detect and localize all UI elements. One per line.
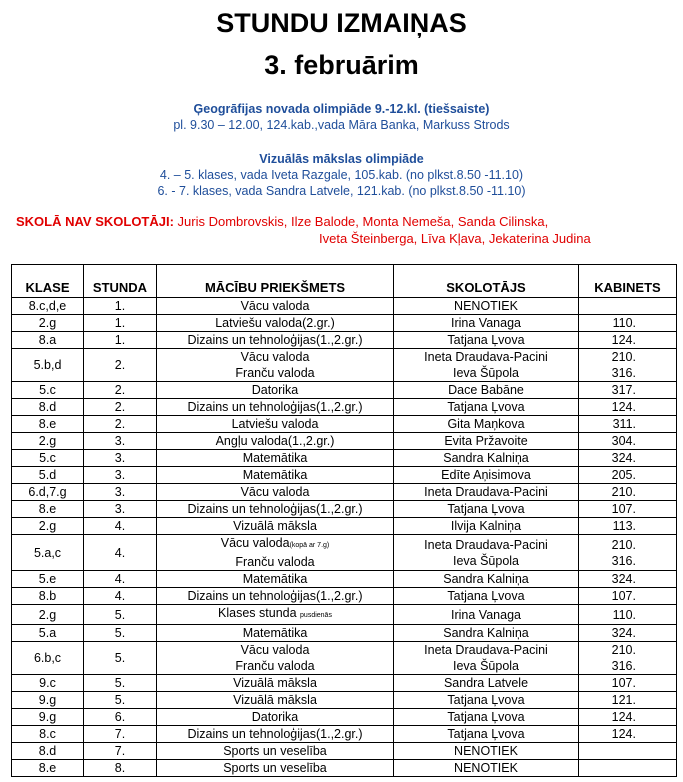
page-title: STUNDU IZMAIŅAS [216,8,467,38]
cell-subject-line: Vācu valoda(kopā ar 7.g) [220,536,330,550]
cell-room-line: 210. [611,537,636,552]
cell-stunda: 3. [84,501,157,518]
cell-subject [157,535,394,571]
cell-subject-line: Latviešu valoda(2.gr.) [215,316,335,330]
cell-subject [157,399,394,416]
absent-teachers-notice [16,213,676,247]
cell-klase: 8.c,d,e [12,298,84,315]
cell-room-line: 124. [611,400,636,414]
cell-teacher [394,349,579,382]
cell-klase: 8.a [12,332,84,349]
cell-subject-line: Franču valoda [235,659,315,673]
cell-subject [157,642,394,675]
table-row [12,518,677,535]
cell-teacher-line: Ieva Šūpola [452,366,520,380]
cell-stunda: 2. [84,399,157,416]
table-row [12,450,677,467]
table-row [12,535,677,571]
header-teacher: SKOLOTĀJS [394,265,579,298]
cell-teacher-line: Tatjana Ļvova [447,710,525,724]
cell-stunda: 5. [84,692,157,709]
cell-subject-line: Klases stunda pusdienās [218,606,332,620]
cell-stunda: 4. [84,588,157,605]
cell-subject [157,588,394,605]
cell-teacher [394,642,579,675]
table-row [12,349,677,382]
cell-room-line: 210. [611,350,636,364]
cell-subject [157,518,394,535]
header-klase: KLASE [12,265,84,298]
cell-subject [157,571,394,588]
cell-room-line: 304. [611,434,636,448]
cell-teacher [394,382,579,399]
cell-subject [157,433,394,450]
cell-subject [157,315,394,332]
table-row [12,726,677,743]
cell-teacher-line: Tatjana Ļvova [447,333,525,347]
cell-subject [157,605,394,625]
cell-stunda: 5. [84,625,157,642]
cell-teacher-line: Irina Vanaga [451,316,521,330]
table-row [12,382,677,399]
cell-stunda: 3. [84,467,157,484]
cell-teacher-line: Ieva Šūpola [452,659,520,673]
cell-room [579,399,677,416]
cell-subject-line: Matemātika [242,468,308,482]
cell-klase: 2.g [12,605,84,625]
cell-room-line: 110. [612,607,636,622]
table-row [12,588,677,605]
cell-room-line: 324. [611,451,636,465]
cell-room-line: 107. [611,676,636,690]
cell-teacher [394,450,579,467]
cell-subject [157,743,394,760]
table-row [12,709,677,726]
table-row [12,315,677,332]
subject-note: (kopā ar 7.g) [289,542,330,549]
cell-subject-line: Vizuālā māksla [233,693,317,707]
cell-subject [157,501,394,518]
table-row [12,433,677,450]
cell-teacher [394,709,579,726]
cell-subject-line: Dizains un tehnoloģijas(1.,2.gr.) [187,727,363,741]
cell-stunda: 6. [84,709,157,726]
cell-teacher-line: Sandra Kalniņa [443,451,529,465]
cell-stunda: 5. [84,675,157,692]
cell-teacher [394,571,579,588]
cell-klase: 9.g [12,709,84,726]
cell-teacher-line: Ieva Šūpola [452,553,520,568]
cell-teacher [394,501,579,518]
cell-subject [157,692,394,709]
cell-room [579,692,677,709]
cell-stunda: 3. [84,450,157,467]
cell-room [579,484,677,501]
cell-room-line: 316. [611,659,636,673]
cell-room [579,709,677,726]
cell-klase: 8.d [12,399,84,416]
cell-stunda: 4. [84,518,157,535]
cell-room [579,450,677,467]
cell-room [579,467,677,484]
cell-subject [157,484,394,501]
cell-room [579,605,677,625]
cell-teacher-line: NENOTIEK [454,761,518,775]
cell-klase: 8.d [12,743,84,760]
header-room: KABINETS [579,265,677,298]
subject-note: pusdienās [300,612,332,619]
cell-room-line: 324. [611,626,636,640]
cell-klase: 2.g [12,433,84,450]
cell-subject [157,382,394,399]
cell-klase: 9.c [12,675,84,692]
cell-klase: 5.c [12,450,84,467]
cell-teacher-line: NENOTIEK [454,299,518,313]
cell-room-line: 316. [611,366,636,380]
cell-teacher-line: Irina Vanaga [451,607,521,622]
table-row [12,642,677,675]
table-row [12,675,677,692]
table-row [12,484,677,501]
cell-stunda: 2. [84,382,157,399]
cell-klase: 5.b,d [12,349,84,382]
cell-subject [157,709,394,726]
cell-subject-line: Latviešu valoda [231,417,319,431]
table-row [12,399,677,416]
cell-subject-line: Dizains un tehnoloģijas(1.,2.gr.) [187,589,363,603]
cell-room-line: 124. [611,333,636,347]
cell-stunda: 1. [84,315,157,332]
absent-label: SKOLĀ NAV SKOLOTĀJI: [16,214,174,229]
cell-klase: 8.e [12,501,84,518]
cell-room [579,588,677,605]
cell-teacher [394,399,579,416]
cell-klase: 6.d,7.g [12,484,84,501]
cell-room [579,743,677,760]
cell-room [579,501,677,518]
cell-room [579,518,677,535]
cell-klase: 5.a [12,625,84,642]
absent-line-1: Juris Dombrovskis, Ilze Balode, Monta Nemeša, Sanda Cilinska, [173,214,549,229]
cell-subject-line: Franču valoda [235,366,315,380]
cell-teacher-line: Ineta Draudava-Pacini [424,485,548,499]
cell-teacher [394,416,579,433]
cell-teacher-line: Dace Babāne [448,383,524,397]
cell-teacher-line: Ineta Draudava-Pacini [424,537,548,552]
cell-room [579,332,677,349]
cell-subject-line: Vizuālā māksla [233,519,317,533]
cell-room [579,726,677,743]
cell-klase: 9.g [12,692,84,709]
cell-room [579,535,677,571]
cell-klase: 2.g [12,518,84,535]
table-row [12,467,677,484]
cell-subject-line: Matemātika [242,626,308,640]
cell-stunda: 7. [84,743,157,760]
cell-subject [157,416,394,433]
cell-stunda: 7. [84,726,157,743]
table-row [12,692,677,709]
cell-klase: 8.e [12,416,84,433]
cell-room-line: 107. [611,502,636,516]
olympiad-geography [0,101,683,133]
cell-subject-line: Dizains un tehnoloģijas(1.,2.gr.) [187,400,363,414]
cell-stunda: 4. [84,571,157,588]
cell-teacher-line: Ilvija Kalniņa [450,519,522,533]
cell-subject-line: Vizuālā māksla [233,676,317,690]
cell-teacher [394,605,579,625]
cell-teacher [394,467,579,484]
cell-klase: 5.d [12,467,84,484]
cell-teacher-line: Sandra Kalniņa [443,572,529,586]
cell-subject-line: Vācu valoda [240,643,310,657]
cell-room-line: 110. [612,316,636,330]
cell-room [579,315,677,332]
cell-stunda: 2. [84,349,157,382]
cell-stunda: 5. [84,642,157,675]
olympiad-line: 4. – 5. klases, vada Iveta Razgale, 105.kab. (no plkst.8.50 -11.10) [159,168,524,182]
cell-teacher [394,433,579,450]
cell-teacher [394,315,579,332]
cell-room [579,625,677,642]
olympiad-line: 6. - 7. klases, vada Sandra Latvele, 121.kab. (no plkst.8.50 -11.10) [157,184,526,198]
cell-klase: 8.b [12,588,84,605]
cell-subject-line: Dizains un tehnoloģijas(1.,2.gr.) [187,333,363,347]
cell-room-line: 316. [611,553,636,568]
cell-subject-line: Datorika [251,383,299,397]
cell-teacher-line: NENOTIEK [454,744,518,758]
cell-teacher [394,332,579,349]
cell-room-line: 121. [611,693,636,707]
cell-room [579,349,677,382]
cell-teacher [394,625,579,642]
cell-teacher-line: Ineta Draudava-Pacini [424,350,548,364]
cell-teacher-line: Tatjana Ļvova [447,502,525,516]
table-row [12,605,677,625]
cell-subject-line: Franču valoda [235,555,315,569]
table-row [12,571,677,588]
cell-subject-line: Vācu valoda [240,299,310,313]
cell-teacher [394,518,579,535]
olympiad-heading: Vizuālās mākslas olimpiāde [259,152,424,166]
cell-klase: 5.e [12,571,84,588]
cell-klase: 8.e [12,760,84,777]
cell-room [579,298,677,315]
table-row [12,298,677,315]
cell-subject [157,467,394,484]
cell-teacher [394,692,579,709]
cell-stunda: 1. [84,298,157,315]
cell-room-line: 124. [611,710,636,724]
cell-subject-line: Vācu valoda [240,350,310,364]
table-row [12,416,677,433]
cell-klase: 5.c [12,382,84,399]
cell-teacher-line: Tatjana Ļvova [447,589,525,603]
cell-teacher-line: Tatjana Ļvova [447,727,525,741]
absent-line-2: Iveta Šteinberga, Līva Kļava, Jekaterina Judina [319,231,591,246]
cell-teacher [394,760,579,777]
cell-stunda: 2. [84,416,157,433]
cell-room [579,760,677,777]
cell-teacher [394,588,579,605]
olympiad-heading: Ģeogrāfijas novada olimpiāde 9.-12.kl. (tiešsaiste) [193,102,490,116]
cell-subject-line: Datorika [251,710,299,724]
cell-subject-line: Angļu valoda(1.,2.gr.) [215,434,335,448]
cell-teacher-line: Ineta Draudava-Pacini [424,643,548,657]
cell-klase: 5.a,c [12,535,84,571]
header-subject: MĀCĪBU PRIEKŠMETS [157,265,394,298]
cell-klase: 6.b,c [12,642,84,675]
table-row [12,332,677,349]
cell-room [579,571,677,588]
cell-teacher [394,484,579,501]
olympiad-line: pl. 9.30 – 12.00, 124.kab.,vada Māra Banka, Markuss Strods [173,118,510,132]
cell-stunda: 4. [84,535,157,571]
header-stunda: STUNDA [84,265,157,298]
table-row [12,501,677,518]
cell-room-line: 324. [611,572,636,586]
cell-room-line: 107. [611,589,636,603]
cell-room [579,642,677,675]
cell-room-line: 210. [611,643,636,657]
olympiad-visual-art [0,151,683,199]
cell-subject-line: Matemātika [242,572,308,586]
cell-teacher [394,743,579,760]
cell-room-line: 124. [611,727,636,741]
cell-teacher-line: Evita Pržavoite [444,434,528,448]
cell-subject-line: Dizains un tehnoloģijas(1.,2.gr.) [187,502,363,516]
cell-stunda: 5. [84,605,157,625]
cell-room [579,433,677,450]
cell-subject-line: Vācu valoda [240,485,310,499]
cell-room-line: 113. [612,519,636,533]
cell-room-line: 311. [612,417,636,431]
page-date: 3. februārim [264,50,419,80]
cell-subject [157,332,394,349]
cell-teacher-line: Edīte Aņisimova [441,468,531,482]
cell-subject [157,726,394,743]
cell-klase: 8.c [12,726,84,743]
cell-teacher-line: Sandra Latvele [443,676,529,690]
cell-klase: 2.g [12,315,84,332]
cell-stunda: 3. [84,433,157,450]
cell-subject [157,298,394,315]
cell-room [579,416,677,433]
cell-teacher [394,726,579,743]
table-row [12,625,677,642]
cell-subject [157,760,394,777]
cell-teacher-line: Tatjana Ļvova [447,693,525,707]
cell-subject-line: Sports un veselība [223,761,327,775]
cell-teacher [394,675,579,692]
cell-room-line: 317. [611,383,636,397]
table-row [12,743,677,760]
cell-teacher [394,298,579,315]
cell-teacher-line: Tatjana Ļvova [447,400,525,414]
cell-stunda: 3. [84,484,157,501]
cell-room [579,675,677,692]
cell-teacher-line: Sandra Kalniņa [443,626,529,640]
cell-room-line: 205. [611,468,636,482]
table-row [12,760,677,777]
cell-subject [157,450,394,467]
cell-room-line: 210. [611,485,636,499]
cell-subject-line: Sports un veselība [223,744,327,758]
cell-stunda: 1. [84,332,157,349]
cell-subject [157,675,394,692]
cell-teacher-line: Gita Maņkova [447,417,525,431]
cell-room [579,382,677,399]
cell-subject-line: Matemātika [242,451,308,465]
cell-teacher [394,535,579,571]
cell-subject [157,349,394,382]
cell-subject [157,625,394,642]
schedule-changes-table [11,264,677,777]
table-header-row [12,265,677,298]
cell-stunda: 8. [84,760,157,777]
